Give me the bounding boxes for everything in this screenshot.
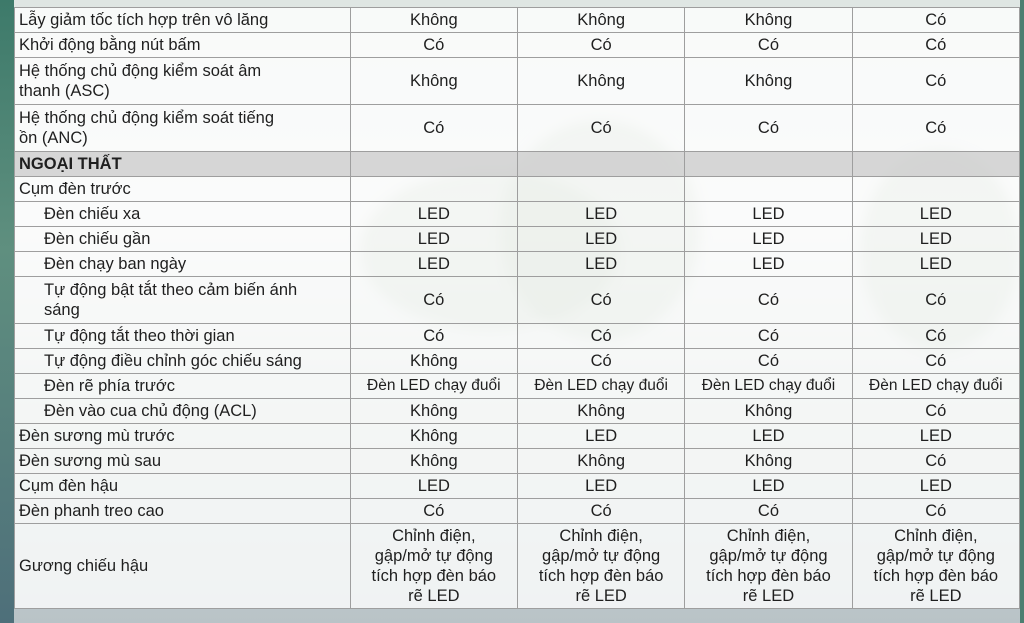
table-row bbox=[15, 324, 1020, 349]
cell-value: LED bbox=[350, 202, 517, 227]
empty-cell bbox=[350, 152, 517, 177]
row-label: Khởi động bằng nút bấm bbox=[15, 33, 351, 58]
cell-value bbox=[350, 177, 517, 202]
cell-value: Đèn LED chạy đuổi bbox=[517, 374, 684, 399]
cell-value: LED bbox=[350, 474, 517, 499]
row-label: Cụm đèn hậu bbox=[15, 474, 351, 499]
row-label: Đèn rẽ phía trước bbox=[15, 374, 351, 399]
cell-value: LED bbox=[517, 227, 684, 252]
section-title: NGOẠI THẤT bbox=[15, 152, 351, 177]
cell-value: Có bbox=[517, 499, 684, 524]
table-row bbox=[15, 58, 1020, 105]
row-label: Đèn sương mù sau bbox=[15, 449, 351, 474]
cell-value: Có bbox=[350, 105, 517, 152]
cell-value: LED bbox=[517, 252, 684, 277]
row-label: Hệ thống chủ động kiểm soát âm thanh (ASC) bbox=[15, 58, 351, 105]
table-row bbox=[15, 474, 1020, 499]
cell-value: Có bbox=[852, 33, 1019, 58]
table-row bbox=[15, 202, 1020, 227]
cell-value: Có bbox=[685, 324, 852, 349]
table-row bbox=[15, 524, 1020, 609]
table-row bbox=[15, 499, 1020, 524]
cell-value: Không bbox=[350, 449, 517, 474]
cell-value: Có bbox=[852, 8, 1019, 33]
spec-table bbox=[14, 7, 1020, 609]
cell-value: Chỉnh điện, gập/mở tự động tích hợp đèn báo rẽ LED bbox=[350, 524, 517, 609]
cell-value: Chỉnh điện, gập/mở tự động tích hợp đèn báo rẽ LED bbox=[685, 524, 852, 609]
cell-value bbox=[685, 177, 852, 202]
cell-value: Không bbox=[350, 8, 517, 33]
cell-value: LED bbox=[852, 227, 1019, 252]
cell-value: Không bbox=[350, 58, 517, 105]
table-row bbox=[15, 177, 1020, 202]
cell-value: Có bbox=[852, 449, 1019, 474]
cell-value: Có bbox=[685, 105, 852, 152]
cell-value: Có bbox=[852, 324, 1019, 349]
cell-value: Không bbox=[350, 349, 517, 374]
row-label: Cụm đèn trước bbox=[15, 177, 351, 202]
cell-value: Không bbox=[685, 399, 852, 424]
cell-value: Có bbox=[685, 499, 852, 524]
row-label: Tự động tắt theo thời gian bbox=[15, 324, 351, 349]
row-label: Đèn vào cua chủ động (ACL) bbox=[15, 399, 351, 424]
cell-value: LED bbox=[685, 474, 852, 499]
empty-cell bbox=[517, 152, 684, 177]
row-label: Hệ thống chủ động kiểm soát tiếng ồn (ANC) bbox=[15, 105, 351, 152]
cell-value: Có bbox=[685, 277, 852, 324]
table-row bbox=[15, 399, 1020, 424]
cell-value: LED bbox=[517, 202, 684, 227]
cell-value: Đèn LED chạy đuổi bbox=[685, 374, 852, 399]
cell-value: Có bbox=[350, 33, 517, 58]
row-label: Đèn phanh treo cao bbox=[15, 499, 351, 524]
cell-value: LED bbox=[685, 424, 852, 449]
table-row bbox=[15, 277, 1020, 324]
cell-value: Có bbox=[852, 105, 1019, 152]
row-label: Đèn sương mù trước bbox=[15, 424, 351, 449]
table-row bbox=[15, 8, 1020, 33]
cell-value: LED bbox=[350, 252, 517, 277]
cell-value: LED bbox=[852, 474, 1019, 499]
cell-value: LED bbox=[350, 227, 517, 252]
cell-value: Có bbox=[852, 499, 1019, 524]
cell-value: Chỉnh điện, gập/mở tự động tích hợp đèn báo rẽ LED bbox=[517, 524, 684, 609]
table-row bbox=[15, 105, 1020, 152]
row-label: Đèn chiếu xa bbox=[15, 202, 351, 227]
cell-value: Có bbox=[685, 33, 852, 58]
cell-value: Không bbox=[685, 8, 852, 33]
table-row bbox=[15, 449, 1020, 474]
empty-cell bbox=[852, 152, 1019, 177]
background-left-strip bbox=[0, 0, 14, 623]
cell-value: Có bbox=[350, 277, 517, 324]
cell-value: Không bbox=[350, 399, 517, 424]
cell-value: LED bbox=[517, 424, 684, 449]
cell-value: Có bbox=[517, 324, 684, 349]
row-label: Tự động bật tắt theo cảm biến ánh sáng bbox=[15, 277, 351, 324]
cell-value: Có bbox=[517, 349, 684, 374]
cell-value bbox=[852, 177, 1019, 202]
cell-value: Có bbox=[852, 399, 1019, 424]
cell-value: Không bbox=[517, 58, 684, 105]
row-label: Đèn chạy ban ngày bbox=[15, 252, 351, 277]
section-header-row bbox=[15, 152, 1020, 177]
cell-value: Không bbox=[685, 58, 852, 105]
cell-value: LED bbox=[685, 202, 852, 227]
cell-value: LED bbox=[685, 252, 852, 277]
cell-value: Đèn LED chạy đuổi bbox=[852, 374, 1019, 399]
cell-value: Không bbox=[517, 399, 684, 424]
background-right-strip bbox=[1020, 0, 1024, 623]
cell-value: Chỉnh điện, gập/mở tự động tích hợp đèn báo rẽ LED bbox=[852, 524, 1019, 609]
cell-value: Không bbox=[685, 449, 852, 474]
cell-value: Không bbox=[350, 424, 517, 449]
cell-value: Có bbox=[852, 277, 1019, 324]
cell-value: Có bbox=[517, 277, 684, 324]
cell-value: LED bbox=[852, 424, 1019, 449]
row-label: Gương chiếu hậu bbox=[15, 524, 351, 609]
cell-value: LED bbox=[685, 227, 852, 252]
empty-cell bbox=[685, 152, 852, 177]
cell-value: Có bbox=[517, 33, 684, 58]
table-row bbox=[15, 252, 1020, 277]
cell-value: Có bbox=[685, 349, 852, 374]
cell-value bbox=[517, 177, 684, 202]
cell-value: Đèn LED chạy đuổi bbox=[350, 374, 517, 399]
row-label: Lẫy giảm tốc tích hợp trên vô lăng bbox=[15, 8, 351, 33]
cell-value: Không bbox=[517, 449, 684, 474]
cell-value: Có bbox=[517, 105, 684, 152]
cell-value: Có bbox=[852, 349, 1019, 374]
row-label: Tự động điều chỉnh góc chiếu sáng bbox=[15, 349, 351, 374]
cell-value: Có bbox=[852, 58, 1019, 105]
row-label: Đèn chiếu gần bbox=[15, 227, 351, 252]
cell-value: Có bbox=[350, 499, 517, 524]
table-row bbox=[15, 424, 1020, 449]
table-row bbox=[15, 374, 1020, 399]
cell-value: Có bbox=[350, 324, 517, 349]
table-row bbox=[15, 227, 1020, 252]
cell-value: LED bbox=[852, 202, 1019, 227]
cell-value: LED bbox=[517, 474, 684, 499]
table-row bbox=[15, 349, 1020, 374]
cell-value: Không bbox=[517, 8, 684, 33]
cell-value: LED bbox=[852, 252, 1019, 277]
table-row bbox=[15, 33, 1020, 58]
